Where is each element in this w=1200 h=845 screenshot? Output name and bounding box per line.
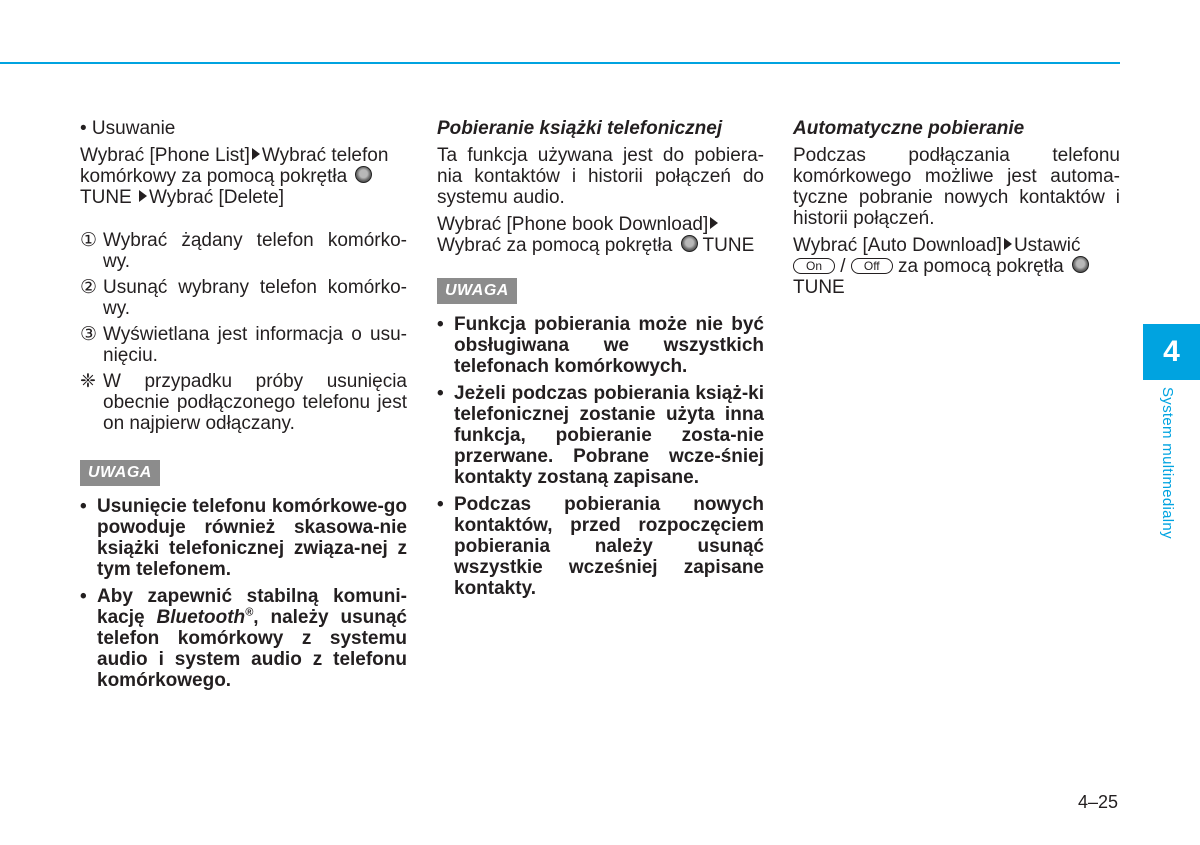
note-text: Podczas pobierania nowych kontaktów, przed rozpoczęciem pobierania należy usunąć wszystkie wcześniej zapisane kontakty. bbox=[454, 494, 764, 599]
section-heading: Automatyczne pobieranie bbox=[793, 118, 1025, 139]
note-text bbox=[97, 586, 407, 691]
off-option: Off bbox=[851, 258, 893, 274]
note-text-part: , należy usunąć telefon komórkowy z systemu audio i system audio z telefonu komórkowego. bbox=[97, 607, 407, 691]
knob-icon bbox=[681, 235, 698, 252]
step-marker: ③ bbox=[80, 324, 98, 345]
chapter-title: System multimedialny bbox=[1159, 387, 1176, 539]
bullet-mark: • bbox=[80, 586, 87, 607]
list-item bbox=[80, 496, 407, 580]
instruction-text: Wybrać [Auto Download] bbox=[793, 235, 1002, 256]
instruction-text: TUNE bbox=[702, 235, 755, 256]
step-text: Wyświetlana jest informacja o usu-nięciu. bbox=[103, 324, 407, 366]
instruction-text: TUNE bbox=[793, 277, 845, 298]
note-badge-wrap bbox=[437, 278, 764, 304]
step-text: W przypadku próby usunięcia obecnie podłączonego telefonu jest on najpierw odłączany. bbox=[103, 371, 407, 434]
arrow-right-icon bbox=[252, 148, 260, 160]
arrow-right-icon bbox=[139, 190, 147, 202]
knob-icon bbox=[1072, 256, 1089, 273]
note-list bbox=[437, 314, 764, 599]
section-heading: Pobieranie książki telefonicznej bbox=[437, 118, 723, 139]
list-item bbox=[437, 314, 764, 377]
bullet-mark: • bbox=[80, 496, 87, 517]
instruction-text: Wybrać telefon komórkowy za pomocą pokrętła bbox=[80, 145, 389, 187]
arrow-right-icon bbox=[710, 217, 718, 229]
note-list bbox=[80, 496, 407, 691]
bullet-mark: • bbox=[437, 494, 444, 515]
bluetooth-brand: Bluetooth bbox=[156, 607, 246, 628]
list-item bbox=[437, 494, 764, 599]
bullet-mark: • bbox=[437, 383, 444, 404]
paragraph: Ta funkcja używana jest do pobiera-nia kontaktów i historii połączeń do systemu audio. bbox=[437, 145, 764, 208]
list-item bbox=[80, 324, 407, 366]
column-3 bbox=[793, 118, 1120, 304]
list-item bbox=[80, 371, 407, 434]
paragraph: Podczas podłączania telefonu komórkowego możliwe jest automa-tyczne pobranie nowych kontaktów i historii połączeń. bbox=[793, 145, 1120, 229]
column-1 bbox=[80, 118, 407, 697]
bullet-usuwanie: • Usuwanie bbox=[80, 118, 176, 139]
instruction-text: Ustawić bbox=[1013, 235, 1081, 256]
list-item bbox=[437, 383, 764, 488]
instruction-auto-download bbox=[793, 235, 1120, 298]
bullet-mark: • bbox=[437, 314, 444, 335]
step-text: Wybrać żądany telefon komórko-wy. bbox=[103, 230, 407, 272]
note-badge-wrap bbox=[80, 460, 407, 486]
note-text: Jeżeli podczas pobierania książ-ki telefonicznej zostanie użyta inna funkcja, pobieranie zosta-nie przerwane. Pobrane wcze-śniej kontakty zostaną zapisane. bbox=[454, 383, 764, 488]
step-marker: ② bbox=[80, 277, 98, 298]
arrow-right-icon bbox=[1004, 238, 1012, 250]
note-badge: UWAGA bbox=[80, 460, 160, 486]
step-marker: ① bbox=[80, 230, 98, 251]
instruction-text: Wybrać [Phone book Download] bbox=[437, 214, 709, 235]
note-text: Usunięcie telefonu komórkowe-go powoduje również skasowa-nie książki telefonicznej związa-nej z tym telefonem. bbox=[97, 496, 407, 580]
instruction-delete bbox=[80, 145, 407, 208]
instruction-text: Wybrać za pomocą pokrętła bbox=[437, 235, 673, 256]
column-2 bbox=[437, 118, 764, 605]
list-item bbox=[80, 230, 407, 272]
on-option: On bbox=[793, 258, 835, 274]
separator: / bbox=[840, 256, 846, 277]
note-text: Funkcja pobierania może nie być obsługiwana we wszystkich telefonach komórkowych. bbox=[454, 314, 764, 377]
instruction-text: Wybrać [Delete] bbox=[149, 187, 285, 208]
knob-icon bbox=[355, 166, 372, 183]
instruction-text: za pomocą pokrętła bbox=[897, 256, 1064, 277]
list-item bbox=[80, 277, 407, 319]
instruction-text: Wybrać [Phone List] bbox=[80, 145, 250, 166]
instruction-download bbox=[437, 214, 764, 256]
instruction-text: TUNE bbox=[80, 187, 132, 208]
chapter-tab: 4 bbox=[1143, 324, 1200, 380]
top-rule bbox=[0, 62, 1120, 64]
note-text-part: Aby zapewnić stabilną komuni-kację bbox=[97, 586, 407, 628]
list-item bbox=[80, 586, 407, 691]
step-text: Usunąć wybrany telefon komórko-wy. bbox=[103, 277, 407, 319]
numbered-steps bbox=[80, 230, 407, 434]
step-marker: ❈ bbox=[80, 371, 96, 392]
registered-mark: ® bbox=[245, 606, 254, 619]
page-number: 4–25 bbox=[1078, 792, 1119, 812]
note-badge: UWAGA bbox=[437, 278, 517, 304]
